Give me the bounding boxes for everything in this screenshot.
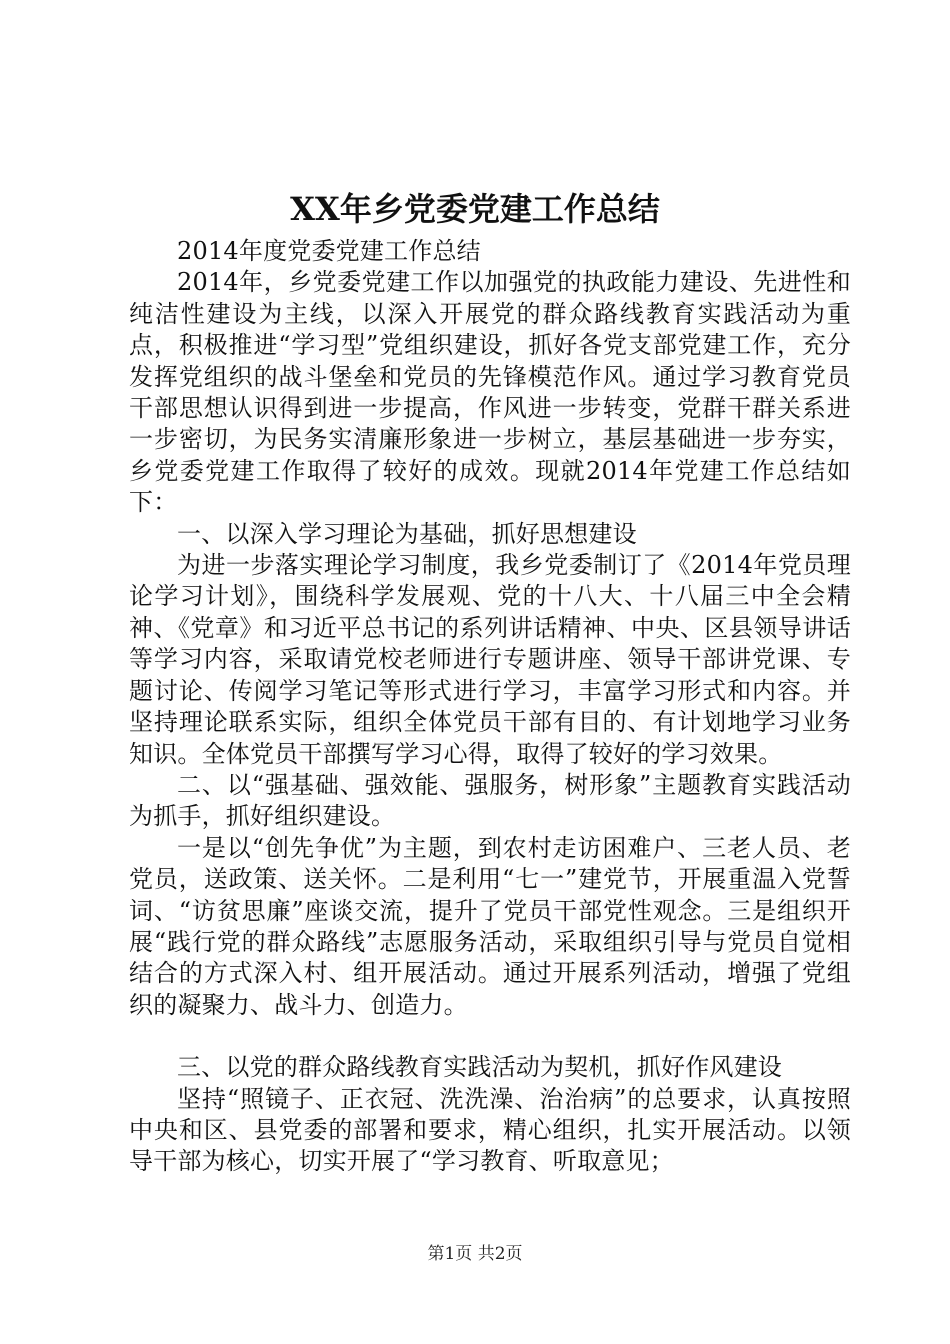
intro-paragraph: 2014年，乡党委党建工作以加强党的执政能力建设、先进性和纯洁性建设为主线，以深入开展党的群众路线教育实践活动为重点，积极推进“学习型”党组织建设，抓好各党支部党建工作，充分发挥党组织的战斗堡垒和党员的先锋模范作风。通过学习教育党员干部思想认识得到进一步提高，作风进一步转变，党群干群关系进一步密切，为民务实清廉形象进一步树立，基层基础进一步夯实，乡党委党建工作取得了较好的成效。现就2014年党建工作总结如下：: [129, 268, 851, 517]
section-1-paragraph: 为进一步落实理论学习制度，我乡党委制订了《2014年党员理论学习计划》，围绕科学发展观、党的十八大、十八届三中全会精神、《党章》和习近平总书记的系列讲话精神、中央、区县领导讲话等学习内容，采取请党校老师进行专题讲座、领导干部讲党课、专题讨论、传阅学习笔记等形式进行学习，丰富学习形式和内容。并坚持理论联系实际，组织全体党员干部有目的、有计划地学习业务知识。全体党员干部撰写学习心得，取得了较好的学习效果。: [129, 551, 851, 768]
page-footer: 第1页 共2页: [427, 1244, 523, 1264]
section-3-heading: 三、以党的群众路线教育实践活动为契机，抓好作风建设: [177, 1053, 782, 1082]
subtitle-paragraph: 2014年度党委党建工作总结: [177, 237, 481, 265]
document-title: XX年乡党委党建工作总结: [290, 190, 660, 228]
document-body: [129, 236, 851, 1178]
section-2-paragraph: 一是以“创先争优”为主题，到农村走访困难户、三老人员、老党员，送政策、送关怀。二是利用“七一”建党节，开展重温入党誓词、“访贫思廉”座谈交流，提升了党员干部党性观念。三是组织开展“践行党的群众路线”志愿服务活动，采取组织引导与党员自觉相结合的方式深入村、组开展活动。通过开展系列活动，增强了党组织的凝聚力、战斗力、创造力。: [129, 833, 851, 1019]
section-3-paragraph: 坚持“照镜子、正衣冠、洗洗澡、治治病”的总要求，认真按照中央和区、县党委的部署和要求，精心组织，扎实开展活动。以领导干部为核心，切实开展了“学习教育、听取意见；: [129, 1084, 851, 1176]
section-1-heading: 一、以深入学习理论为基础，抓好思想建设: [177, 519, 637, 548]
section-2-heading: 二、以“强基础、强效能、强服务，树形象”主题教育实践活动为抓手，抓好组织建设。: [129, 770, 851, 831]
